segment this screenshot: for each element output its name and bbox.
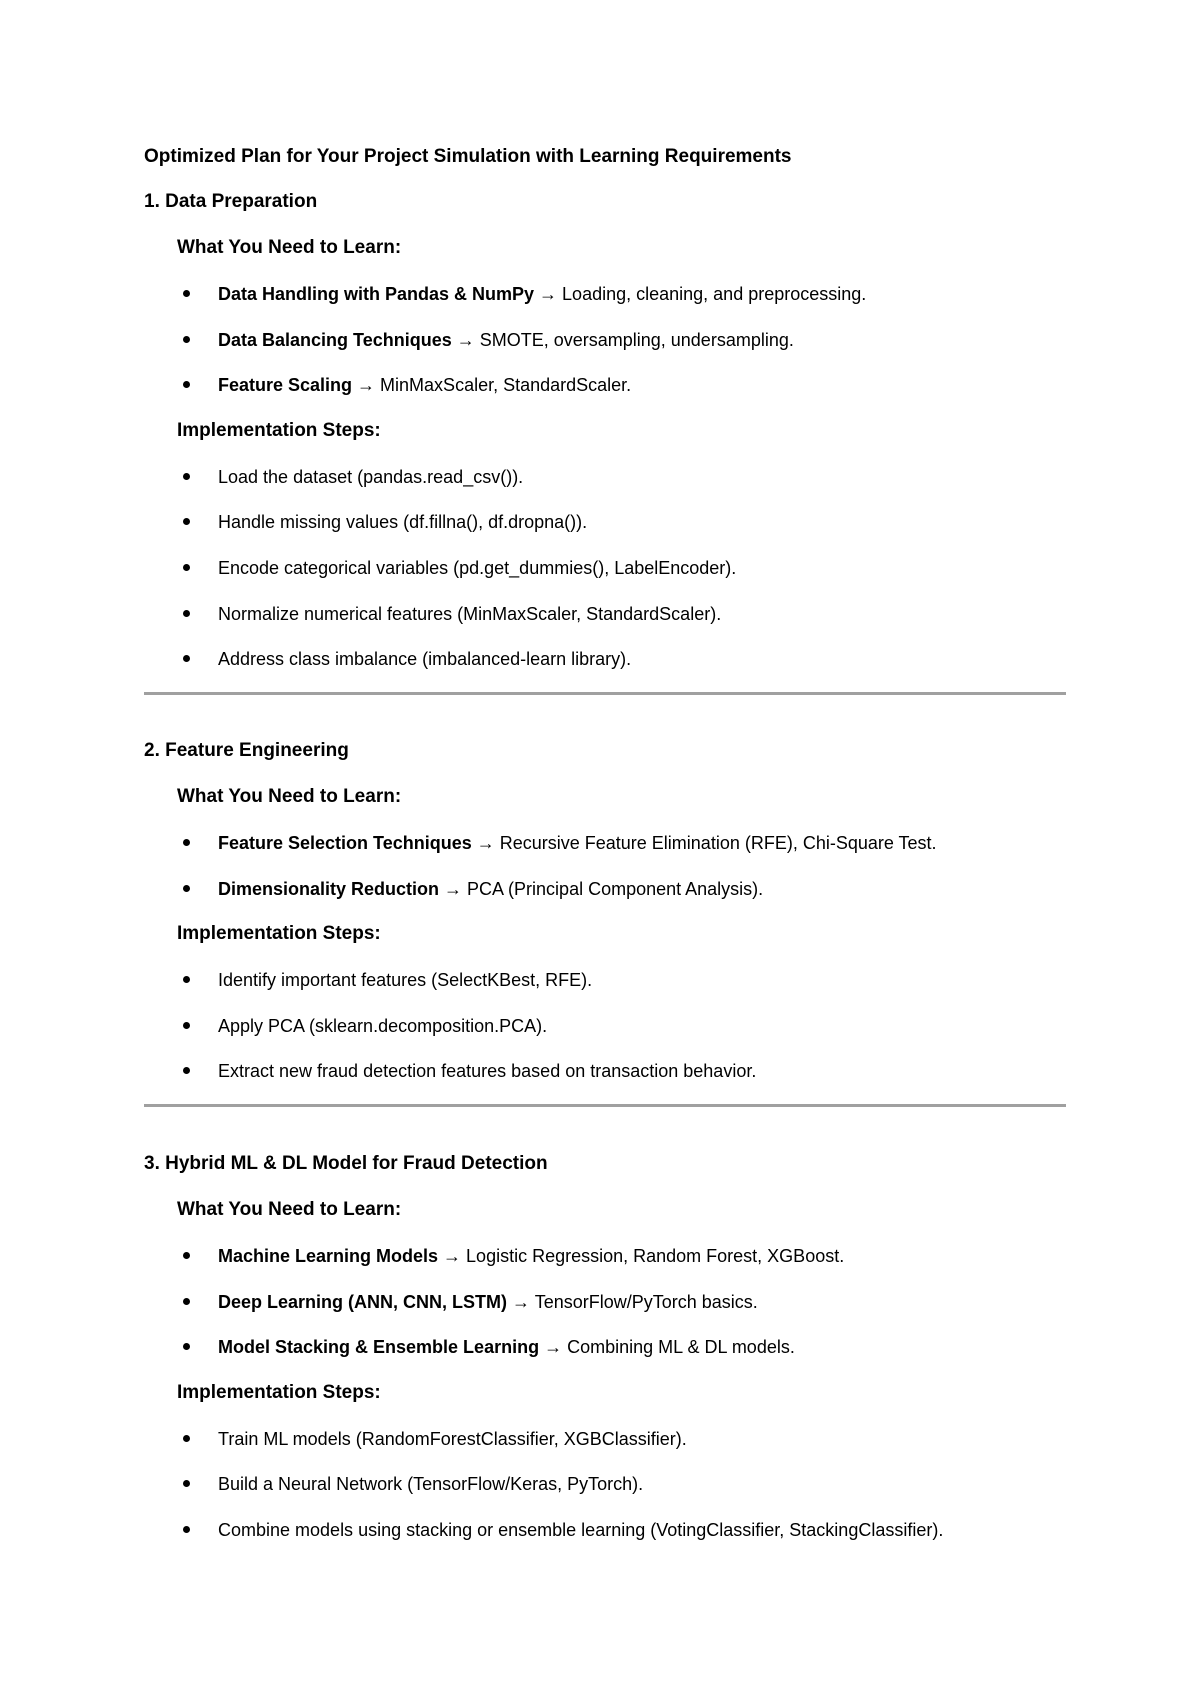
learn-desc: → MinMaxScaler, StandardScaler. xyxy=(352,375,632,396)
learn-term: Model Stacking & Ensemble Learning xyxy=(218,1337,540,1358)
list-item xyxy=(144,969,1066,1015)
learn-desc: → Recursive Feature Elimination (RFE), Chi-Square Test. xyxy=(471,833,937,853)
learn-desc: → Combining ML & DL models. xyxy=(539,1337,795,1358)
list-item xyxy=(144,1336,1066,1382)
bullet-icon xyxy=(183,1022,190,1029)
bullet-icon xyxy=(183,655,190,662)
impl-step: Extract new fraud detection features based on transaction behavior. xyxy=(218,1061,757,1082)
list-item xyxy=(144,1245,1066,1291)
list-item xyxy=(144,1291,1066,1337)
learn-desc: → TensorFlow/PyTorch basics. xyxy=(507,1291,758,1312)
bullet-icon xyxy=(183,1343,190,1350)
learn-term: Data Balancing Techniques xyxy=(218,329,452,350)
horizontal-rule xyxy=(144,692,1066,695)
learn-heading: What You Need to Learn: xyxy=(177,786,402,807)
impl-list xyxy=(144,466,1066,694)
list-item xyxy=(144,329,1066,375)
section-heading: 2. Feature Engineering xyxy=(144,740,349,761)
learn-heading: What You Need to Learn: xyxy=(177,237,402,258)
list-item xyxy=(144,603,1066,649)
list-item xyxy=(144,648,1066,694)
impl-heading: Implementation Steps: xyxy=(177,1381,381,1403)
bullet-icon xyxy=(183,564,190,571)
impl-step: Handle missing values (df.fillna(), df.dropna()). xyxy=(218,512,588,533)
learn-list xyxy=(144,832,1066,923)
learn-term: Feature Scaling xyxy=(218,375,353,396)
impl-step: Normalize numerical features (MinMaxScaler, StandardScaler). xyxy=(218,603,722,624)
bullet-icon xyxy=(183,1067,190,1074)
list-item xyxy=(144,557,1066,603)
horizontal-rule xyxy=(144,1104,1066,1107)
learn-term: Data Handling with Pandas & NumPy xyxy=(218,284,535,304)
list-item xyxy=(144,511,1066,557)
bullet-icon xyxy=(183,1435,190,1442)
impl-list xyxy=(144,1428,1066,1565)
learn-list xyxy=(144,1245,1066,1382)
impl-step: Address class imbalance (imbalanced-learn library). xyxy=(218,649,632,670)
learn-term: Feature Selection Techniques xyxy=(218,833,472,853)
section-heading: 1. Data Preparation xyxy=(144,191,318,212)
bullet-icon xyxy=(183,381,190,388)
list-item xyxy=(144,1428,1066,1474)
learn-term: Dimensionality Reduction xyxy=(218,878,440,899)
list-item xyxy=(144,1060,1066,1106)
bullet-icon xyxy=(183,839,190,846)
list-item xyxy=(144,1015,1066,1061)
section-feature-engineering xyxy=(144,740,1066,1106)
bullet-icon xyxy=(183,518,190,525)
learn-desc: → PCA (Principal Component Analysis). xyxy=(439,878,764,899)
list-item xyxy=(144,1473,1066,1519)
bullet-icon xyxy=(183,1480,190,1487)
learn-list xyxy=(144,283,1066,420)
bullet-icon xyxy=(183,1526,190,1533)
list-item xyxy=(144,466,1066,512)
list-item xyxy=(144,832,1066,878)
document-title: Optimized Plan for Your Project Simulation with Learning Requirements xyxy=(144,146,792,167)
bullet-icon xyxy=(183,336,190,343)
impl-step: Encode categorical variables (pd.get_dummies(), LabelEncoder). xyxy=(218,557,737,578)
learn-term: Deep Learning (ANN, CNN, LSTM) xyxy=(218,1291,508,1312)
bullet-icon xyxy=(183,885,190,892)
bullet-icon xyxy=(183,1252,190,1259)
list-item xyxy=(144,283,1066,329)
impl-step: Build a Neural Network (TensorFlow/Keras, PyTorch). xyxy=(218,1474,644,1495)
section-hybrid-model xyxy=(144,1153,1066,1565)
impl-step: Combine models using stacking or ensemble learning (VotingClassifier, StackingClassifier). xyxy=(218,1519,944,1540)
bullet-icon xyxy=(183,473,190,480)
impl-heading: Implementation Steps: xyxy=(177,419,381,441)
list-item xyxy=(144,878,1066,924)
impl-step: Load the dataset (pandas.read_csv()). xyxy=(218,466,524,487)
section-heading: 3. Hybrid ML & DL Model for Fraud Detection xyxy=(144,1153,548,1174)
list-item xyxy=(144,374,1066,420)
bullet-icon xyxy=(183,976,190,983)
learn-term: Machine Learning Models xyxy=(218,1246,439,1266)
section-data-preparation xyxy=(144,191,1066,694)
impl-step: Apply PCA (sklearn.decomposition.PCA). xyxy=(218,1015,548,1036)
learn-desc: → Loading, cleaning, and preprocessing. xyxy=(534,284,867,304)
bullet-icon xyxy=(183,610,190,617)
learn-heading: What You Need to Learn: xyxy=(177,1199,402,1220)
learn-desc: → Logistic Regression, Random Forest, XGBoost. xyxy=(438,1246,845,1266)
bullet-icon xyxy=(183,290,190,297)
impl-step: Train ML models (RandomForestClassifier, XGBClassifier). xyxy=(218,1428,687,1449)
learn-desc: → SMOTE, oversampling, undersampling. xyxy=(451,329,794,350)
impl-step: Identify important features (SelectKBest, RFE). xyxy=(218,970,593,991)
list-item xyxy=(144,1519,1066,1565)
impl-list xyxy=(144,969,1066,1106)
impl-heading: Implementation Steps: xyxy=(177,923,381,945)
bullet-icon xyxy=(183,1298,190,1305)
